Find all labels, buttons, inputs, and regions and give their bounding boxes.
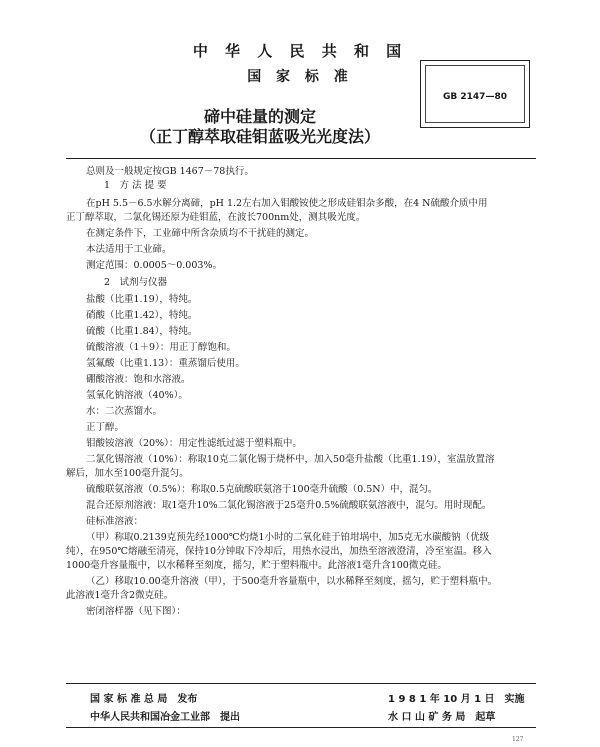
document-subtitle: （正丁醇萃取硅钼蓝吸光光度法）	[139, 127, 380, 146]
section-1-para-1-line-2: 正丁醇萃取，二氯化锡还原为硅钼蓝，在波长700nm处，测其吸光度。	[66, 212, 366, 223]
section-1-para-4: 测定范围：0.0005～0.003%。	[86, 260, 222, 271]
footer-issuer: 国 家 标 准 总 局 发布	[90, 694, 198, 705]
footer-effective-date: 1 9 8 1 年 10 月 1 日 实施	[388, 694, 525, 705]
reagent-sodium-hydroxide: 氢氧化钠溶液（40%）。	[86, 390, 188, 401]
standard-type-heading: 国 家 标 准	[247, 69, 353, 85]
header-rule	[66, 158, 536, 159]
reagent-butanol: 正丁醇。	[86, 422, 125, 433]
silicon-standard-b-line-2: 此溶液1毫升含2微克硅。	[66, 590, 174, 601]
section-1-para-2: 在测定条件下，工业碲中所含杂质均不干扰硅的测定。	[86, 228, 315, 239]
reagent-hydrochloric-acid: 盐酸（比重1.19），特纯。	[86, 294, 198, 305]
standard-code: GB 2147—80	[443, 92, 507, 102]
reagent-hydrofluoric-acid: 氢氟酸（比重1.13）：重蒸馏后使用。	[86, 358, 245, 369]
standard-code-box	[420, 60, 530, 128]
silicon-standard-a-line-2: 纯），在950℃熔融至清亮，保持10分钟取下冷却后，用热水浸出，加热至溶液澄清，冷至室温。移入	[66, 546, 492, 557]
page-number: 127	[512, 736, 524, 743]
reagent-ammonium-molybdate: 钼酸铵溶液（20%）：用定性滤纸过滤于塑料瓶中。	[86, 438, 302, 449]
country-heading: 中 华 人 民 共 和 国	[192, 42, 408, 60]
reagent-water: 水：二次蒸馏水。	[86, 406, 163, 417]
intro-text: 总则及一般规定按GB 1467－78执行。	[86, 166, 254, 177]
reagent-sulfuric-solution: 硫酸溶液（1＋9）：用正丁醇饱和。	[86, 342, 236, 353]
silicon-standard-a-line-3: 1000毫升容量瓶中，以水稀释至刻度，摇匀，贮于塑料瓶中。此溶液1毫升含100微克硅。	[66, 560, 447, 571]
footer-drafter: 水 口 山 矿 务 局 起草	[388, 712, 496, 723]
document-title: 碲中硅量的测定	[203, 107, 316, 126]
sealed-digestion-vessel-label: 密闭溶样器（见下图）：	[86, 606, 186, 617]
reagent-stannous-chloride-line-2: 解后，加水至100毫升混匀。	[66, 468, 189, 479]
footer-proposer: 中华人民共和国冶金工业部 提出	[90, 712, 240, 723]
reagent-boric-acid: 硼酸溶液：饱和水溶液。	[86, 374, 191, 385]
footer-rule-bottom	[66, 727, 536, 728]
silicon-standard-b-line-1: （乙）移取10.00毫升溶液（甲），于500毫升容量瓶中，以水稀释至刻度，摇匀，贮于塑料瓶中。	[86, 576, 498, 587]
standard-code-box-inner	[425, 65, 525, 123]
footer-rule-top	[66, 683, 536, 684]
reagent-stannous-chloride-line-1: 二氯化锡溶液（10%）：称取10克二氯化锡于烧杯中，加入50毫升盐酸（比重1.19），室温放置溶	[86, 454, 495, 465]
section-1-para-3: 本法适用于工业碲。	[86, 244, 172, 255]
reagent-sulfuric-acid: 硫酸（比重1.84），特纯。	[86, 326, 198, 337]
reagent-silicon-standard: 硅标准溶液：	[86, 516, 144, 527]
silicon-standard-a-line-1: （甲）称取0.2139克预先经1000℃灼烧1小时的二氧化硅于铂坩埚中，加5克无水碳酸钠（优级	[86, 532, 490, 543]
section-2-heading: 2 试剂与仪器	[104, 277, 168, 288]
section-1-heading: 1 方 法 提 要	[104, 180, 167, 191]
reagent-hydrazine-sulfate: 硫酸联氨溶液（0.5%）：称取0.5克硫酸联氨溶于100毫升硫酸（0.5N）中，混匀。	[86, 484, 438, 495]
reagent-mixed-reducer: 混合还原剂溶液：取1毫升10%二氯化锡溶液于25毫升0.5%硫酸联氨溶液中，混匀。用时现配。	[86, 500, 492, 511]
reagent-nitric-acid: 硝酸（比重1.42），特纯。	[86, 310, 198, 321]
section-1-para-1-line-1: 在pH 5.5－6.5水解分离碲，pH 1.2左右加入钼酸铵使之形成硅钼杂多酸，在4 N硫酸介质中用	[86, 198, 488, 209]
